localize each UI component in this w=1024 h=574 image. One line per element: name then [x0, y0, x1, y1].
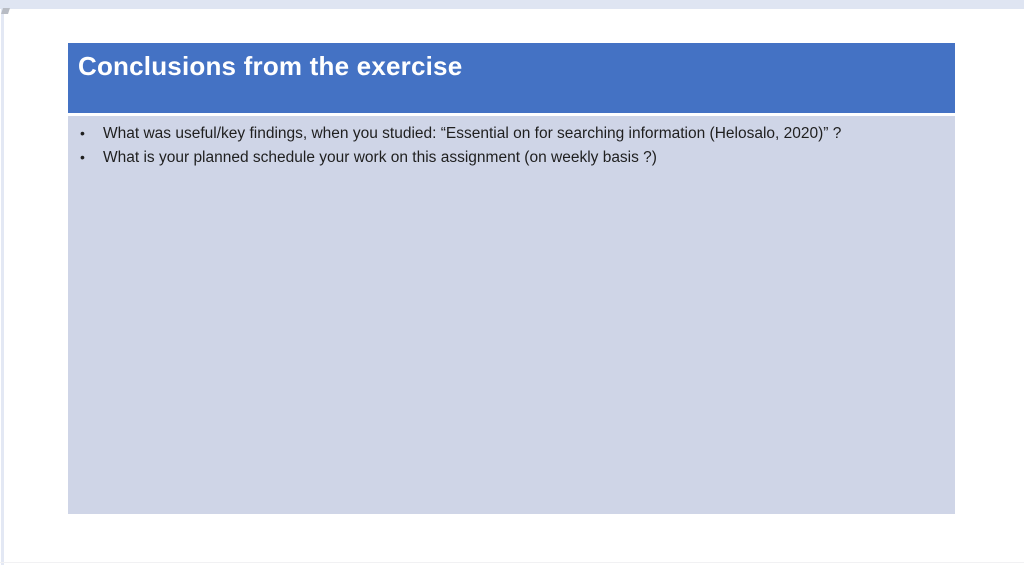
- left-edge-line: [1, 9, 4, 565]
- bullet-icon: •: [80, 148, 85, 165]
- slide-canvas: [68, 43, 955, 514]
- topleft-mark: [1, 8, 10, 14]
- bullet-icon: •: [80, 125, 85, 141]
- bullet-text: What is your planned schedule your work on this assignment (on weekly basis ?): [103, 148, 657, 166]
- list-item: [68, 122, 945, 146]
- bullet-text: What was useful/key findings, when you studied: “Essential on for searching information (Helosalo, 2020)” ?: [103, 125, 842, 142]
- bullet-list: [68, 122, 945, 169]
- slide-body: [68, 116, 955, 514]
- top-edge-band: [0, 0, 1024, 9]
- slide-title: Conclusions from the exercise: [78, 51, 463, 81]
- slide-title-bar: [68, 43, 955, 113]
- bottom-edge-line: [0, 562, 1024, 563]
- list-item: [68, 146, 945, 170]
